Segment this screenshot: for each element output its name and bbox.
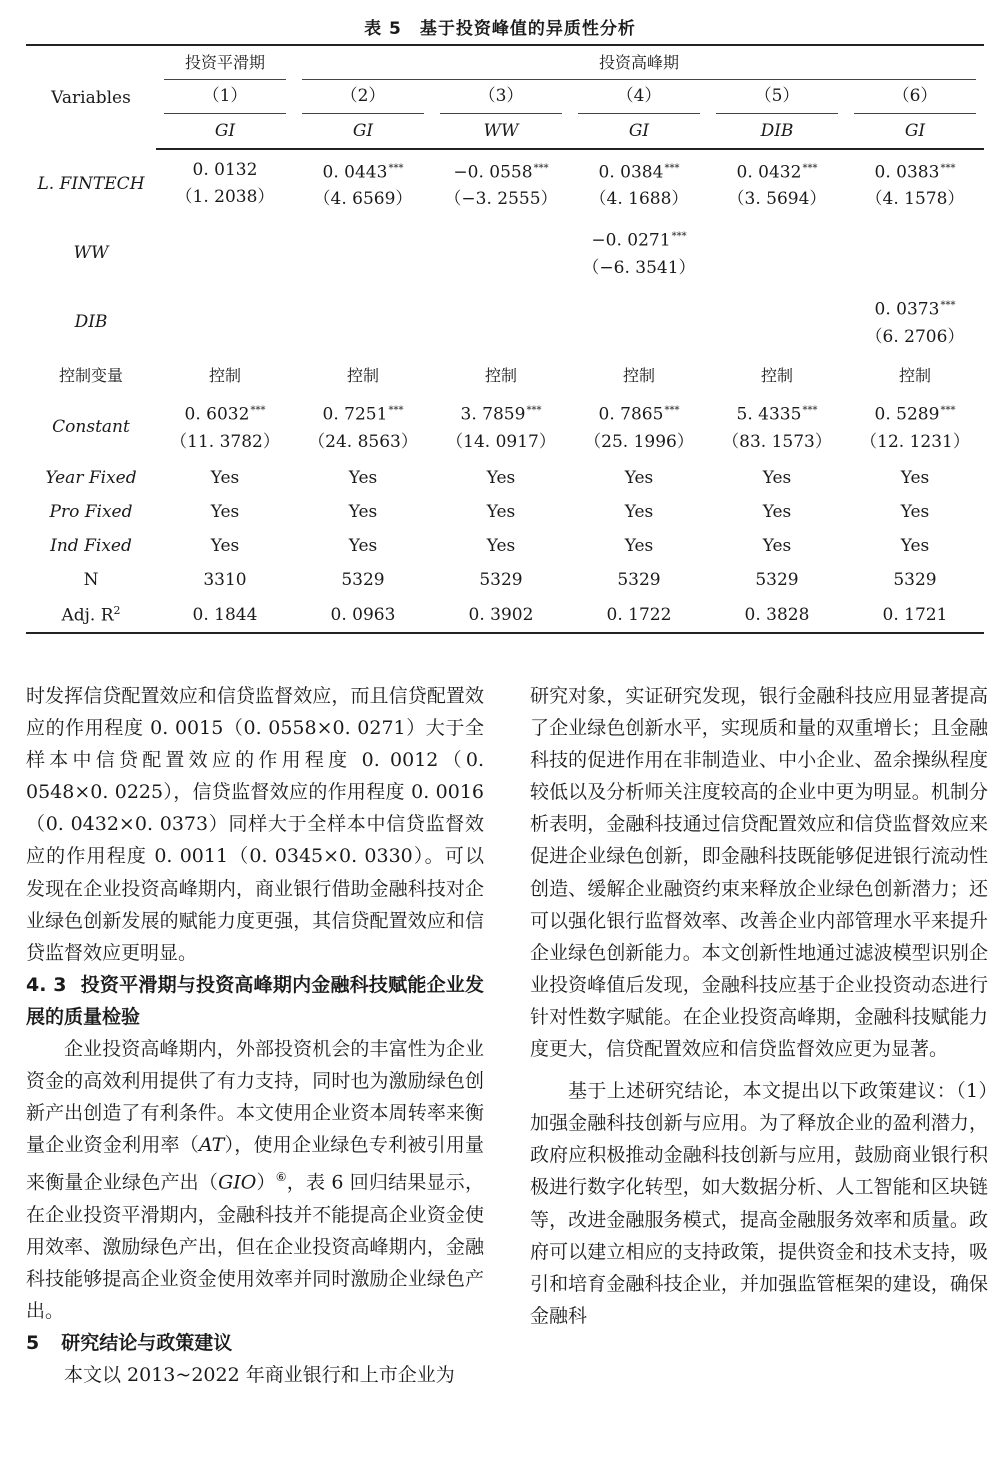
paragraph: 时发挥信贷配置效应和信贷监督效应，而且信贷配置效应的作用程度 0. 0015（0. 0558×0. 0271）大于全样本中信贷配置效应的作用程度 0. 0012（0. 0548×0. 0225），信贷监督效应的作用程度 0. 0016（0. 0432×0. 0373）同样大于全样本中信贷监督效应的作用程度 0. 0011（0. 0345×0. 0330）。可以发现在企业投资高峰期内，商业银行借助金融科技对企业绿色创新发展的赋能力度更强，其信贷配置效应和信贷监督效应更明显。	[26, 685, 484, 964]
coef-value	[156, 397, 294, 429]
coef-value	[708, 397, 846, 429]
section-number: 5	[26, 1332, 40, 1355]
row-value: 5329	[341, 570, 385, 590]
row-label: Year Fixed	[45, 468, 137, 488]
fixed-effect-row	[26, 461, 984, 495]
row-value: 控制	[208, 365, 241, 385]
coef-number: 0. 6032	[184, 404, 250, 425]
n-row	[26, 563, 984, 597]
coef-value	[846, 397, 984, 429]
r2-superscript: 2	[113, 603, 121, 617]
coef-cell	[570, 392, 708, 461]
coef-cell	[846, 392, 984, 461]
coef-number: 0. 7865	[598, 404, 664, 425]
coef-number: 0. 0373	[874, 299, 940, 320]
section-title: 投资平滑期与投资高峰期内金融科技赋能企业发展的质量检验	[26, 973, 484, 1028]
coef-cell	[294, 218, 432, 287]
row-value: Yes	[624, 536, 654, 556]
coef-cell	[156, 218, 294, 287]
dep-var: GI	[570, 114, 708, 149]
t-statistic: （4. 1578）	[865, 189, 965, 210]
row-value: 控制	[346, 365, 379, 385]
row-value: Yes	[348, 468, 378, 488]
row-value: Yes	[486, 536, 516, 556]
row-label: Pro Fixed	[49, 502, 133, 522]
coef-number: 3. 7859	[460, 404, 526, 425]
row-value: 控制	[622, 365, 655, 385]
row-value: 0. 3902	[432, 597, 570, 633]
row-value: Yes	[348, 536, 378, 556]
significance-stars: ***	[671, 231, 687, 243]
coef-number: 0. 0383	[874, 162, 940, 183]
row-label: Ind Fixed	[50, 536, 132, 556]
coef-row	[26, 218, 984, 287]
paragraph: 本文以 2013~2022 年商业银行和上市企业为	[64, 1364, 455, 1387]
coef-cell	[156, 392, 294, 461]
text-run: ，表 6 回归结果显示，在企业投资平滑期内，金融科技并不能提高企业资金使用效率、激励绿色产出，但在企业投资高峰期内，金融科技能够提高企业资金使用效率并同时激励企业绿色产出。	[26, 1171, 484, 1323]
t-statistic: （3. 5694）	[727, 189, 827, 210]
row-label: N	[83, 570, 99, 590]
significance-stars: ***	[940, 300, 956, 312]
coef-value	[156, 157, 294, 184]
row-label: Constant	[52, 416, 130, 437]
coef-number: 0. 0384	[598, 162, 664, 183]
coef-cell	[708, 218, 846, 287]
coef-cell	[294, 149, 432, 218]
r2-label: Adj. R	[61, 605, 114, 626]
row-value: Yes	[762, 468, 792, 488]
paragraph: 研究对象，实证研究发现，银行金融科技应用显著提高了企业绿色创新水平，实现质和量的双重增长；且金融科技的促进作用在非制造业、中小企业、盈余操纵程度较低以及分析师关注度较高的企业中更为明显。机制分析表明，金融科技通过信贷配置效应和信贷监督效应来促进企业绿色创新，即金融科技既能够促进银行流动性创造、缓解企业融资约束来释放企业绿色创新潜力；还可以强化银行监督效率、改善企业内部管理水平来提升企业绿色创新能力。本文创新性地通过滤波模型识别企业投资峰值后发现，金融科技应基于企业投资动态进行针对性数字赋能。在企业投资高峰期，金融科技赋能力度更大，信贷配置效应和信贷监督效应更为显著。	[530, 685, 988, 1061]
coef-row	[26, 287, 984, 356]
row-value: 5329	[755, 570, 799, 590]
section-heading-4-3	[26, 969, 484, 1033]
coef-value	[570, 155, 708, 187]
row-label: WW	[73, 242, 109, 263]
coef-cell	[708, 392, 846, 461]
t-statistic: （83. 1573）	[722, 431, 832, 452]
dependent-variable-row	[26, 114, 984, 149]
significance-stars: ***	[940, 162, 956, 174]
row-value: 0. 0963	[294, 597, 432, 633]
regression-table	[26, 44, 984, 634]
row-value: 5329	[617, 570, 661, 590]
paragraph: 基于上述研究结论，本文提出以下政策建议：（1）加强金融科技创新与应用。为了释放企业的盈利潜力，政府应积极推动金融科技创新与应用，鼓励商业银行积极进行数字化转型，如大数据分析、人工智能和区块链等，改进金融服务模式，提高金融服务效率和质量。政府可以建立相应的支持政策，提供资金和技术支持，吸引和培育金融科技企业，并加强监管框架的建设，确保金融科	[530, 1080, 988, 1327]
row-value: Yes	[486, 502, 516, 522]
coef-value	[432, 397, 570, 429]
coef-value	[432, 155, 570, 187]
section-title: 研究结论与政策建议	[61, 1332, 233, 1355]
significance-stars: ***	[526, 405, 542, 417]
coef-cell	[570, 218, 708, 287]
coef-number: 0. 0432	[736, 162, 802, 183]
dep-var: WW	[432, 114, 570, 149]
column-number-row	[26, 80, 984, 114]
significance-stars: ***	[802, 405, 818, 417]
col-number: （2）	[302, 80, 424, 114]
significance-stars: ***	[388, 162, 404, 174]
coef-value	[294, 155, 432, 187]
row-label	[26, 597, 156, 633]
coef-number: −0. 0558	[453, 162, 533, 183]
coef-number: −0. 0271	[591, 230, 671, 251]
coef-cell	[294, 392, 432, 461]
coef-value	[570, 397, 708, 429]
row-value: 控制	[898, 365, 931, 385]
coef-cell	[708, 287, 846, 356]
significance-stars: ***	[802, 162, 818, 174]
row-value: Yes	[624, 468, 654, 488]
row-label: 控制变量	[58, 365, 123, 385]
coef-cell	[570, 149, 708, 218]
coefficient-body	[26, 149, 984, 633]
coef-cell	[846, 149, 984, 218]
variable-gio: GIO	[218, 1171, 257, 1194]
coef-value	[294, 397, 432, 429]
coef-cell	[432, 149, 570, 218]
row-value: Yes	[210, 536, 240, 556]
coef-cell	[294, 287, 432, 356]
row-value: Yes	[762, 536, 792, 556]
coef-cell	[570, 287, 708, 356]
row-value: 0. 1844	[156, 597, 294, 633]
col-number: （5）	[716, 80, 838, 114]
row-value: Yes	[624, 502, 654, 522]
t-statistic: （24. 8563）	[308, 431, 418, 452]
coef-cell	[708, 149, 846, 218]
paragraph: 企业投资高峰期内，外部投资机会的丰富性为企业资金的高效利用提供了有力支持，同时也为激励绿色创新产出创造了有利条件。本文使用企业资本周转率来衡量企业资金利用率（AT），使用企业绿色专利被引用量来衡量企业绿色产出（GIO）⑥，表 6 回归结果显示，在企业投资平滑期内，金融科技并不能提高企业资金使用效率、激励绿色产出，但在企业投资高峰期内，金融科技能够提高企业资金使用效率并同时激励企业绿色产出。	[26, 1038, 484, 1323]
coef-cell	[156, 149, 294, 218]
t-statistic: （−3. 2555）	[444, 189, 558, 210]
row-value: Yes	[348, 502, 378, 522]
coef-value	[708, 155, 846, 187]
t-statistic: （14. 0917）	[446, 431, 556, 452]
row-value: Yes	[900, 536, 930, 556]
section-heading-5	[26, 1327, 484, 1359]
group-smooth-label: 投资平滑期	[164, 46, 286, 80]
variable-at: AT	[199, 1134, 225, 1157]
col-number: （3）	[440, 80, 562, 114]
t-statistic: （25. 1996）	[584, 431, 694, 452]
t-statistic: （4. 1688）	[589, 189, 689, 210]
row-label: L. FINTECH	[37, 173, 145, 194]
fixed-effect-row	[26, 529, 984, 563]
row-value: 5329	[479, 570, 523, 590]
coef-number: 0. 7251	[322, 404, 388, 425]
dep-var: DIB	[708, 114, 846, 149]
left-column	[26, 680, 484, 1475]
row-label: DIB	[74, 311, 108, 332]
text-run: ），使用企业绿色专利被引用量来衡量企业绿色产出（	[26, 1134, 484, 1194]
adj-r2-row	[26, 597, 984, 633]
footnote-marker[interactable]: ⑥	[275, 1170, 287, 1185]
coef-cell	[432, 287, 570, 356]
section-number: 4. 3	[26, 973, 67, 996]
col-number: （6）	[854, 80, 976, 114]
text-run: 企业投资高峰期内，外部投资机会的丰富性为企业资金的高效利用提供了有力支持，同时也为激励绿色创新产出创造了有利条件。本文使用企业资本周转率来衡量企业资金利用率（	[26, 1038, 484, 1157]
coef-value	[846, 292, 984, 324]
row-value: Yes	[762, 502, 792, 522]
row-value: 控制	[484, 365, 517, 385]
group-header-row	[26, 45, 984, 80]
dep-var: GI	[156, 114, 294, 149]
col-number: （1）	[164, 80, 286, 114]
body-text	[26, 680, 988, 1475]
t-statistic: （−6. 3541）	[582, 257, 696, 278]
row-value: 3310	[203, 570, 247, 590]
constant-row	[26, 392, 984, 461]
coef-value	[846, 155, 984, 187]
right-column	[530, 680, 988, 1475]
coef-number: 0. 5289	[874, 404, 940, 425]
table-title: 表 5 基于投资峰值的异质性分析	[364, 19, 636, 39]
t-statistic: （12. 1231）	[860, 431, 970, 452]
row-value: 控制	[760, 365, 793, 385]
t-statistic: （1. 2038）	[175, 187, 275, 207]
variables-label: Variables	[26, 45, 156, 149]
dep-var: GI	[294, 114, 432, 149]
t-statistic: （4. 6569）	[313, 189, 413, 210]
dep-var: GI	[846, 114, 984, 149]
fixed-effect-row	[26, 495, 984, 529]
coef-value	[570, 223, 708, 255]
significance-stars: ***	[664, 162, 680, 174]
row-value: Yes	[210, 502, 240, 522]
significance-stars: ***	[388, 405, 404, 417]
coef-cell	[432, 392, 570, 461]
coef-cell	[156, 287, 294, 356]
control-row	[26, 356, 984, 392]
t-statistic: （11. 3782）	[170, 431, 280, 452]
group-peak-label: 投资高峰期	[302, 46, 976, 80]
coef-cell	[432, 218, 570, 287]
coef-row	[26, 149, 984, 218]
coef-number: 0. 0132	[192, 160, 258, 180]
coef-cell	[846, 218, 984, 287]
coef-cell	[846, 287, 984, 356]
row-value: 0. 3828	[708, 597, 846, 633]
row-value: Yes	[210, 468, 240, 488]
t-statistic: （6. 2706）	[865, 326, 965, 347]
significance-stars: ***	[940, 405, 956, 417]
row-value: 5329	[893, 570, 937, 590]
col-number: （4）	[578, 80, 700, 114]
significance-stars: ***	[533, 162, 549, 174]
coef-number: 5. 4335	[736, 404, 802, 425]
coef-number: 0. 0443	[322, 162, 388, 183]
row-value: 0. 1722	[570, 597, 708, 633]
row-value: Yes	[486, 468, 516, 488]
significance-stars: ***	[664, 405, 680, 417]
row-value: Yes	[900, 468, 930, 488]
significance-stars: ***	[250, 405, 266, 417]
row-value: 0. 1721	[846, 597, 984, 633]
row-value: Yes	[900, 502, 930, 522]
